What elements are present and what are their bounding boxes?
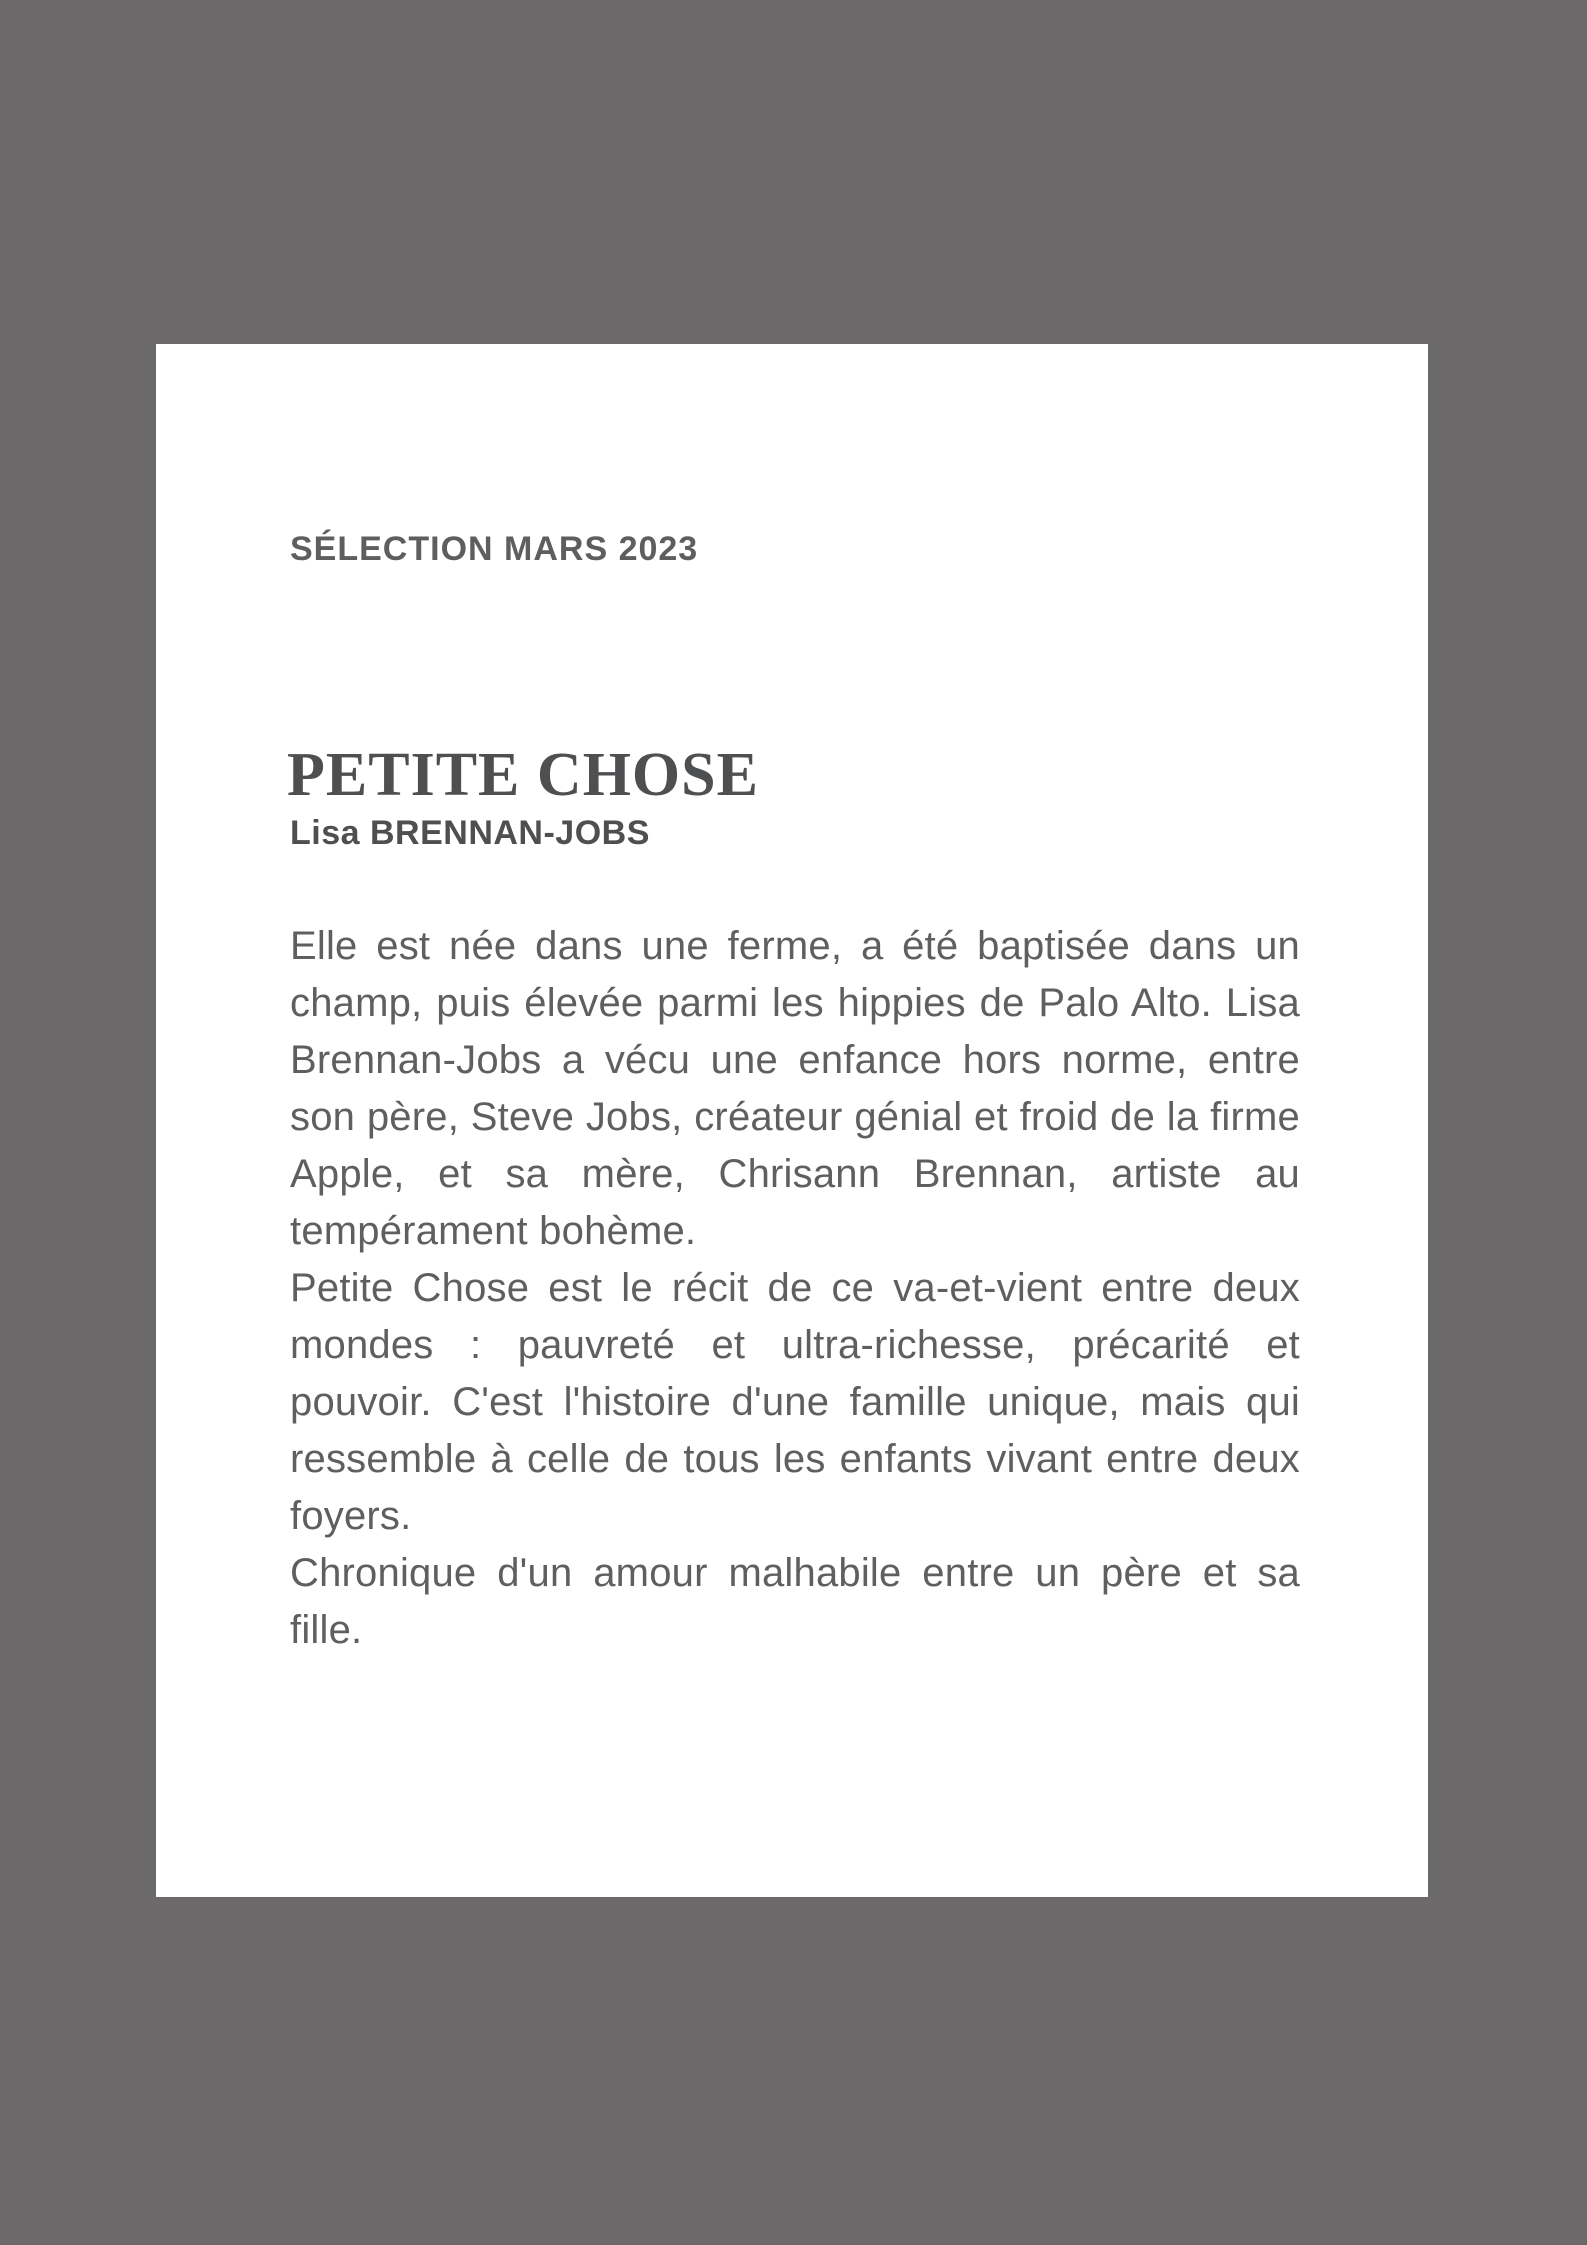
book-title: PETITE CHOSE [287,741,759,809]
description-paragraph: Chronique d'un amour malhabile entre un père et sa fille. [290,1551,1300,1652]
book-author: Lisa BRENNAN-JOBS [290,814,650,852]
description-paragraph: Elle est née dans une ferme, a été baptisée dans un champ, puis élevée parmi les hippies de Palo Alto. Lisa Brennan-Jobs a vécu une enfance hors norme, entre son père, Steve Jobs, créateur génial et froid de la firme Apple, et sa mère, Chrisann Brennan, artiste au tempérament bohème. [290,924,1300,1253]
selection-eyebrow-label: SÉLECTION MARS 2023 [290,530,699,568]
book-description [290,918,1300,1659]
content-card [156,344,1428,1897]
description-paragraph: Petite Chose est le récit de ce va-et-vient entre deux mondes : pauvreté et ultra-richesse, précarité et pouvoir. C'est l'histoire d'une famille unique, mais qui ressemble à celle de tous les enfants vivant entre deux foyers. [290,1266,1300,1538]
